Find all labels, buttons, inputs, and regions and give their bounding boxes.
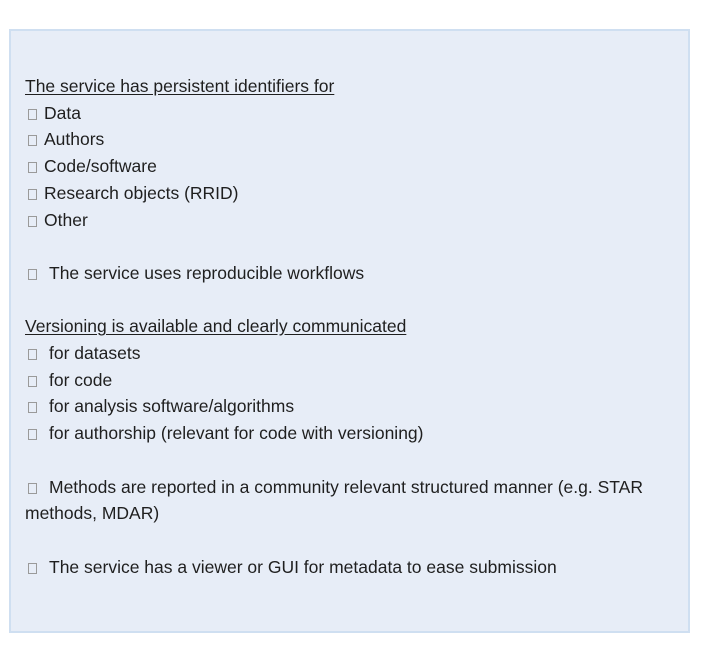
workflows-item (25, 260, 675, 287)
checkbox-other[interactable] (28, 216, 37, 227)
checkbox-data[interactable] (28, 109, 37, 120)
versioning-item-label: for authorship (relevant for code with versioning) (49, 423, 424, 444)
checklist-content (25, 73, 675, 580)
workflows-label: The service uses reproducible workflows (49, 262, 365, 283)
checklist-panel (9, 29, 690, 633)
spacer (25, 287, 675, 314)
versioning-item-code (25, 367, 675, 394)
checkbox-methods[interactable] (28, 483, 37, 494)
methods-label: Methods are reported in a community relevant structured manner (e.g. STAR methods, MDAR) (25, 476, 643, 524)
pid-item-label: Code/software (44, 156, 157, 177)
pid-item-data (25, 100, 675, 127)
viewer-label: The service has a viewer or GUI for metadata to ease submission (49, 556, 557, 577)
versioning-item-authorship (25, 420, 675, 447)
checkbox-authors[interactable] (28, 135, 37, 146)
pid-item-label: Authors (44, 129, 105, 150)
pid-item-research-objects (25, 180, 675, 207)
pid-item-label: Research objects (RRID) (44, 182, 239, 203)
spacer (25, 233, 675, 260)
versioning-item-analysis (25, 393, 675, 420)
spacer (25, 527, 675, 554)
checkbox-analysis-software[interactable] (28, 402, 37, 413)
pid-item-other (25, 207, 675, 234)
versioning-item-datasets (25, 340, 675, 367)
versioning-item-label: for analysis software/algorithms (49, 396, 295, 417)
versioning-heading: Versioning is available and clearly communicated (25, 316, 407, 337)
versioning-item-label: for datasets (49, 343, 141, 363)
spacer (25, 447, 675, 474)
checkbox-research-objects[interactable] (28, 189, 37, 200)
pid-item-authors (25, 126, 675, 153)
pid-item-code (25, 153, 675, 180)
checkbox-workflows[interactable] (28, 269, 37, 280)
pid-item-label: Other (44, 209, 88, 230)
methods-item (25, 474, 675, 527)
checkbox-code[interactable] (28, 376, 37, 387)
checkbox-viewer[interactable] (28, 563, 37, 574)
checkbox-datasets[interactable] (28, 349, 37, 360)
checkbox-authorship[interactable] (28, 429, 37, 440)
versioning-item-label: for code (49, 369, 113, 390)
pid-item-label: Data (44, 102, 81, 123)
checkbox-code-software[interactable] (28, 162, 37, 173)
pid-heading: The service has persistent identifiers for (25, 76, 335, 96)
viewer-item (25, 554, 675, 581)
